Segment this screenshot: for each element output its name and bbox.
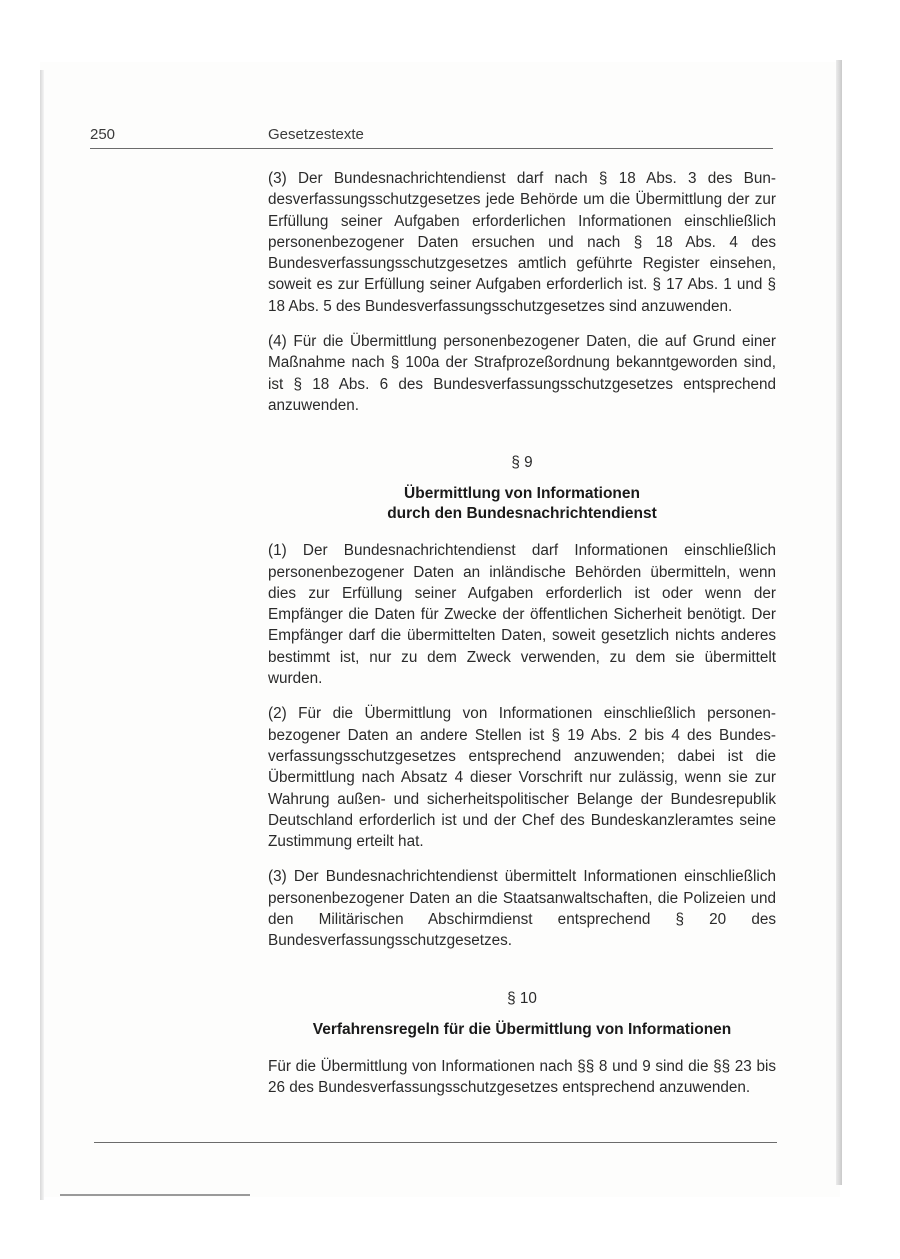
section10-para1: Für die Übermittlung von Informationen nach §§ 8 und 9 sind die §§ 23 bis 26 des Bundesverfassungsschutzgesetzes entsprechend anzuwenden. xyxy=(268,1057,776,1096)
section8-para4: (4) Für die Übermittlung personenbezogener Daten, die auf Grund einer Maßnahme nach § 100a der Strafprozeßordnung bekanntgeworden sind, ist § 18 Abs. 6 des Bundesverfassungsschutzgesetzes entsprechend anzuwenden. xyxy=(268,333,776,414)
page-number: 250 xyxy=(90,126,116,143)
section9-number: § 9 xyxy=(511,454,533,472)
page-shadow-left xyxy=(40,70,44,1200)
section10-title: Verfahrensregeln für die Übermittlung von Informationen xyxy=(312,1020,732,1038)
section9-title-line2: durch den Bundesnachrichtendienst xyxy=(387,505,657,523)
footer-rule xyxy=(94,1142,777,1143)
section9-para3: (3) Der Bundesnachrichtendienst übermittelt Informationen einschließlich personenbezogener Daten an die Staatsanwaltschaften, die Polizeien und den Militärischen Abschirmdienst entsprechend § 20 des Bundesverfassungsschutzgesetzes. xyxy=(268,868,776,950)
page-header xyxy=(90,126,773,149)
section8-para3: (3) Der Bundesnachrichtendienst darf nach § 18 Abs. 3 des Bundesverfassungsschutzgesetzes jede Behörde um die Übermittlung der zur Erfüllung seiner Aufgaben erforderlichen Informationen einschließlich personenbezogener Daten ersuchen und nach § 18 Abs. 4 des Bundesverfassungsschutzgesetzes amtlich geführte Register einsehen, soweit es zur Erfüllung seiner Aufgaben erforderlich ist. § 17 Abs. 1 und § 18 Abs. 5 des Bundesverfassungsschutzgesetzes sind anzuwenden. xyxy=(268,170,776,315)
section9-title xyxy=(268,484,776,524)
page-content xyxy=(268,168,776,1112)
page-shadow-bottom xyxy=(60,1194,250,1196)
section9-para1: (1) Der Bundesnachrichtendienst darf Informationen einschließlich personenbezogener Daten an inländische Behörden übermitteln, wenn dies zur Erfüllung seiner Aufgaben erforderlich ist oder wenn der Empfänger die Daten für Zwecke der öffentlichen Sicherheit benötigt. Der Empfänger darf die übermittelten Daten, soweit gesetzlich nichts anderes bestimmt ist, nur zu dem Zweck verwenden, zu dem sie übermittelt wurden. xyxy=(268,542,776,688)
section10-number: § 10 xyxy=(507,989,537,1007)
section9-title-line1: Übermittlung von Informationen xyxy=(404,485,640,503)
page-shadow-right xyxy=(836,60,842,1185)
section9-para2: (2) Für die Übermittlung von Informationen einschließlich personenbezogener Daten an andere Stellen ist § 19 Abs. 2 bis 4 des Bundesverfassungsschutzgesetzes entsprechend anzuwenden; dabei ist die Übermittlung nach Absatz 4 dieser Vorschrift nur zulässig, wenn sie zur Wahrung außen- und sicherheitspolitischer Belange der Bundesrepublik Deutschland erforderlich ist und der Chef des Bundeskanzleramtes seine Zustimmung erteilt hat. xyxy=(268,705,776,851)
running-title: Gesetzestexte xyxy=(268,126,364,143)
